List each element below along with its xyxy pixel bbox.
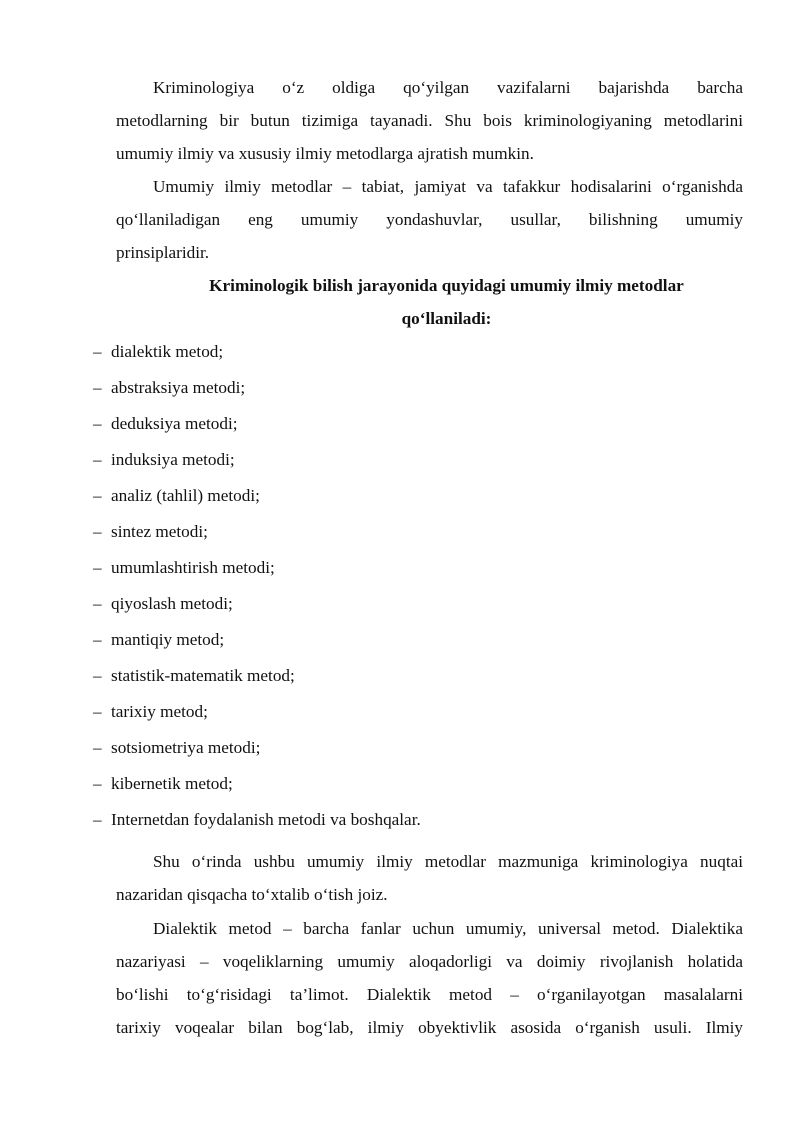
list-item-text: sotsiometriya metodi;: [111, 738, 261, 757]
list-item-text: kibernetik metod;: [111, 774, 233, 793]
paragraph-line: prinsiplaridir.: [116, 243, 210, 262]
list-marker: –: [93, 378, 102, 397]
heading-line: qo‘llaniladi:: [401, 309, 492, 328]
list-item-text: Internetdan foydalanish metodi va boshqalar.: [111, 810, 421, 829]
list-marker: –: [93, 666, 102, 685]
list-item: [93, 737, 260, 759]
list-item-text: dialektik metod;: [111, 342, 224, 361]
list-marker: –: [93, 522, 102, 541]
paragraph-line: bo‘lishi to‘g‘risidagi ta’limot. Dialektik metod – o‘rganilayotgan masalalarni: [116, 985, 743, 1004]
list-item: [93, 557, 275, 579]
paragraph-line: nazariyasi – voqeliklarning umumiy aloqadorligi va doimiy rivojlanish holatida: [116, 952, 743, 971]
list-item: [93, 773, 233, 795]
list-marker: –: [93, 594, 102, 613]
paragraph-line: umumiy ilmiy va xususiy ilmiy metodlarga ajratish mumkin.: [116, 144, 534, 163]
list-item-text: deduksiya metodi;: [111, 414, 238, 433]
paragraph-line: metodlarning bir butun tizimiga tayanadi. Shu bois kriminologiyaning metodlarini: [116, 111, 743, 130]
list-marker: –: [93, 414, 102, 433]
paragraph-line: tarixiy voqealar bilan bog‘lab, ilmiy obyektivlik asosida o‘rganish usuli. Ilmiy: [116, 1018, 743, 1037]
paragraph-line: Kriminologiya o‘z oldiga qo‘yilgan vazifalarni bajarishda barcha: [153, 78, 743, 97]
list-item: [93, 629, 224, 651]
list-item: [93, 485, 260, 507]
list-marker: –: [93, 738, 102, 757]
list-item-text: induksiya metodi;: [111, 450, 235, 469]
list-item: [93, 593, 233, 615]
heading-line: Kriminologik bilish jarayonida quyidagi umumiy ilmiy metodlar: [209, 276, 684, 295]
list-marker: –: [93, 558, 102, 577]
paragraph-line: qo‘llaniladigan eng umumiy yondashuvlar, usullar, bilishning umumiy: [116, 210, 743, 229]
paragraph-line: Umumiy ilmiy metodlar – tabiat, jamiyat va tafakkur hodisalarini o‘rganishda: [153, 177, 743, 196]
list-item: [93, 521, 208, 543]
list-marker: –: [93, 810, 102, 829]
list-item-text: statistik-matematik metod;: [111, 666, 295, 685]
list-item: [93, 665, 295, 687]
paragraph-line: nazaridan qisqacha to‘xtalib o‘tish joiz.: [116, 885, 388, 904]
list-item-text: qiyoslash metodi;: [111, 594, 233, 613]
list-item-text: umumlashtirish metodi;: [111, 558, 275, 577]
list-item: [93, 341, 223, 363]
list-marker: –: [93, 342, 102, 361]
list-marker: –: [93, 702, 102, 721]
list-marker: –: [93, 630, 102, 649]
list-item: [93, 377, 245, 399]
list-item: [93, 413, 238, 435]
list-item-text: abstraksiya metodi;: [111, 378, 246, 397]
list-marker: –: [93, 450, 102, 469]
list-marker: –: [93, 774, 102, 793]
list-item-text: analiz (tahlil) metodi;: [111, 486, 260, 505]
list-item: [93, 809, 421, 831]
list-marker: –: [93, 486, 102, 505]
paragraph-line: Shu o‘rinda ushbu umumiy ilmiy metodlar mazmuniga kriminologiya nuqtai: [153, 852, 743, 871]
paragraph-line: Dialektik metod – barcha fanlar uchun umumiy, universal metod. Dialektika: [153, 919, 743, 938]
list-item: [93, 449, 235, 471]
list-item-text: mantiqiy metod;: [111, 630, 225, 649]
list-item-text: tarixiy metod;: [111, 702, 208, 721]
list-item-text: sintez metodi;: [111, 522, 208, 541]
list-item: [93, 701, 208, 723]
